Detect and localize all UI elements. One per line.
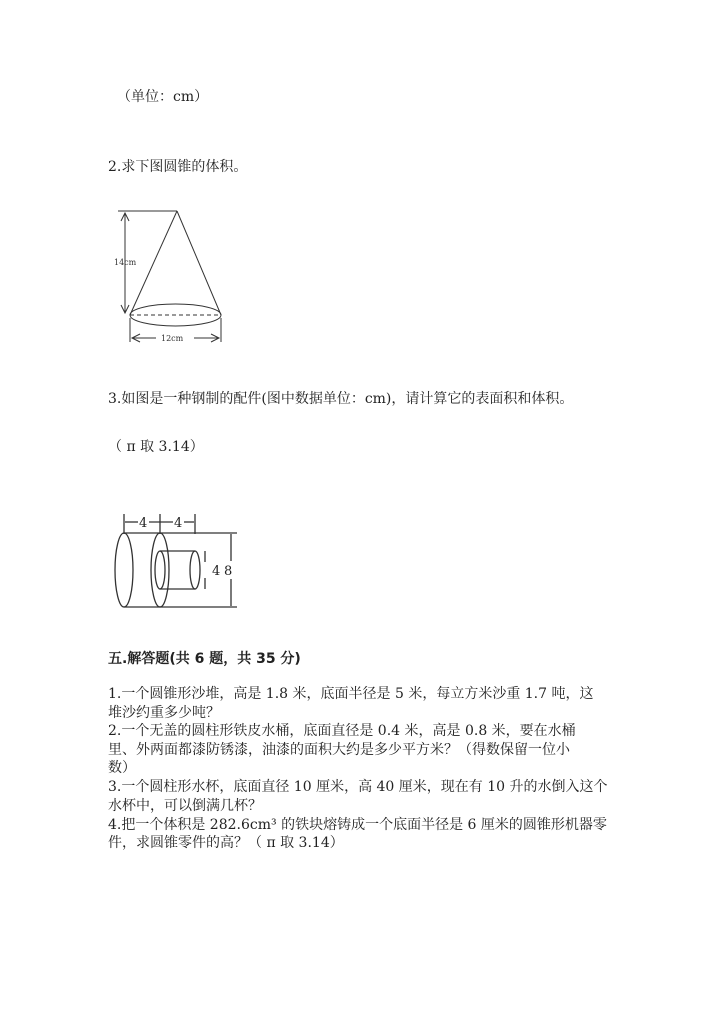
dim-outer-diameter: 8 (224, 564, 233, 579)
dim-length-1: 4 (139, 516, 148, 531)
unit-note: （单位：cm） (117, 89, 209, 105)
dim-length-2: 4 (174, 516, 183, 531)
problem-line: 里、外两面都漆防锈漆，油漆的面积大约是多少平方米？（得数保留一位小 (108, 742, 570, 758)
problem-line: 1.一个圆锥形沙堆，高是 1.8 米，底面半径是 5 米，每立方米沙重 1.7 吨，这 (108, 686, 594, 702)
steel-part-figure (105, 508, 245, 613)
cone-diameter-label: 12cm (161, 334, 184, 343)
dim-inner-diameter: 4 (212, 564, 221, 579)
problem-line: 水杯中，可以倒满几杯？ (108, 798, 262, 814)
problem-line: 2.一个无盖的圆柱形铁皮水桶，底面直径是 0.4 米，高是 0.8 米，要在水桶 (108, 723, 576, 739)
pi-note: （ π 取 3.14） (108, 439, 204, 455)
cone-height-label: 14cm (114, 258, 137, 267)
problem-line: 堆沙约重多少吨？ (108, 705, 220, 721)
section-5-title: 五.解答题(共 6 题，共 35 分) (108, 651, 301, 667)
cone-figure (105, 200, 245, 350)
question-3: 3.如图是一种钢制的配件(图中数据单位：cm)，请计算它的表面积和体积。 (108, 391, 574, 407)
question-2: 2.求下图圆锥的体积。 (108, 159, 248, 175)
problem-line: 数） (108, 760, 136, 776)
problem-line: 4.把一个体积是 282.6cm³ 的铁块熔铸成一个底面半径是 6 厘米的圆锥形机器零 (108, 817, 607, 833)
problem-line: 件，求圆锥零件的高？（ π 取 3.14） (108, 835, 344, 851)
problem-line: 3.一个圆柱形水杯，底面直径 10 厘米，高 40 厘米，现在有 10 升的水倒入这个 (108, 779, 608, 795)
